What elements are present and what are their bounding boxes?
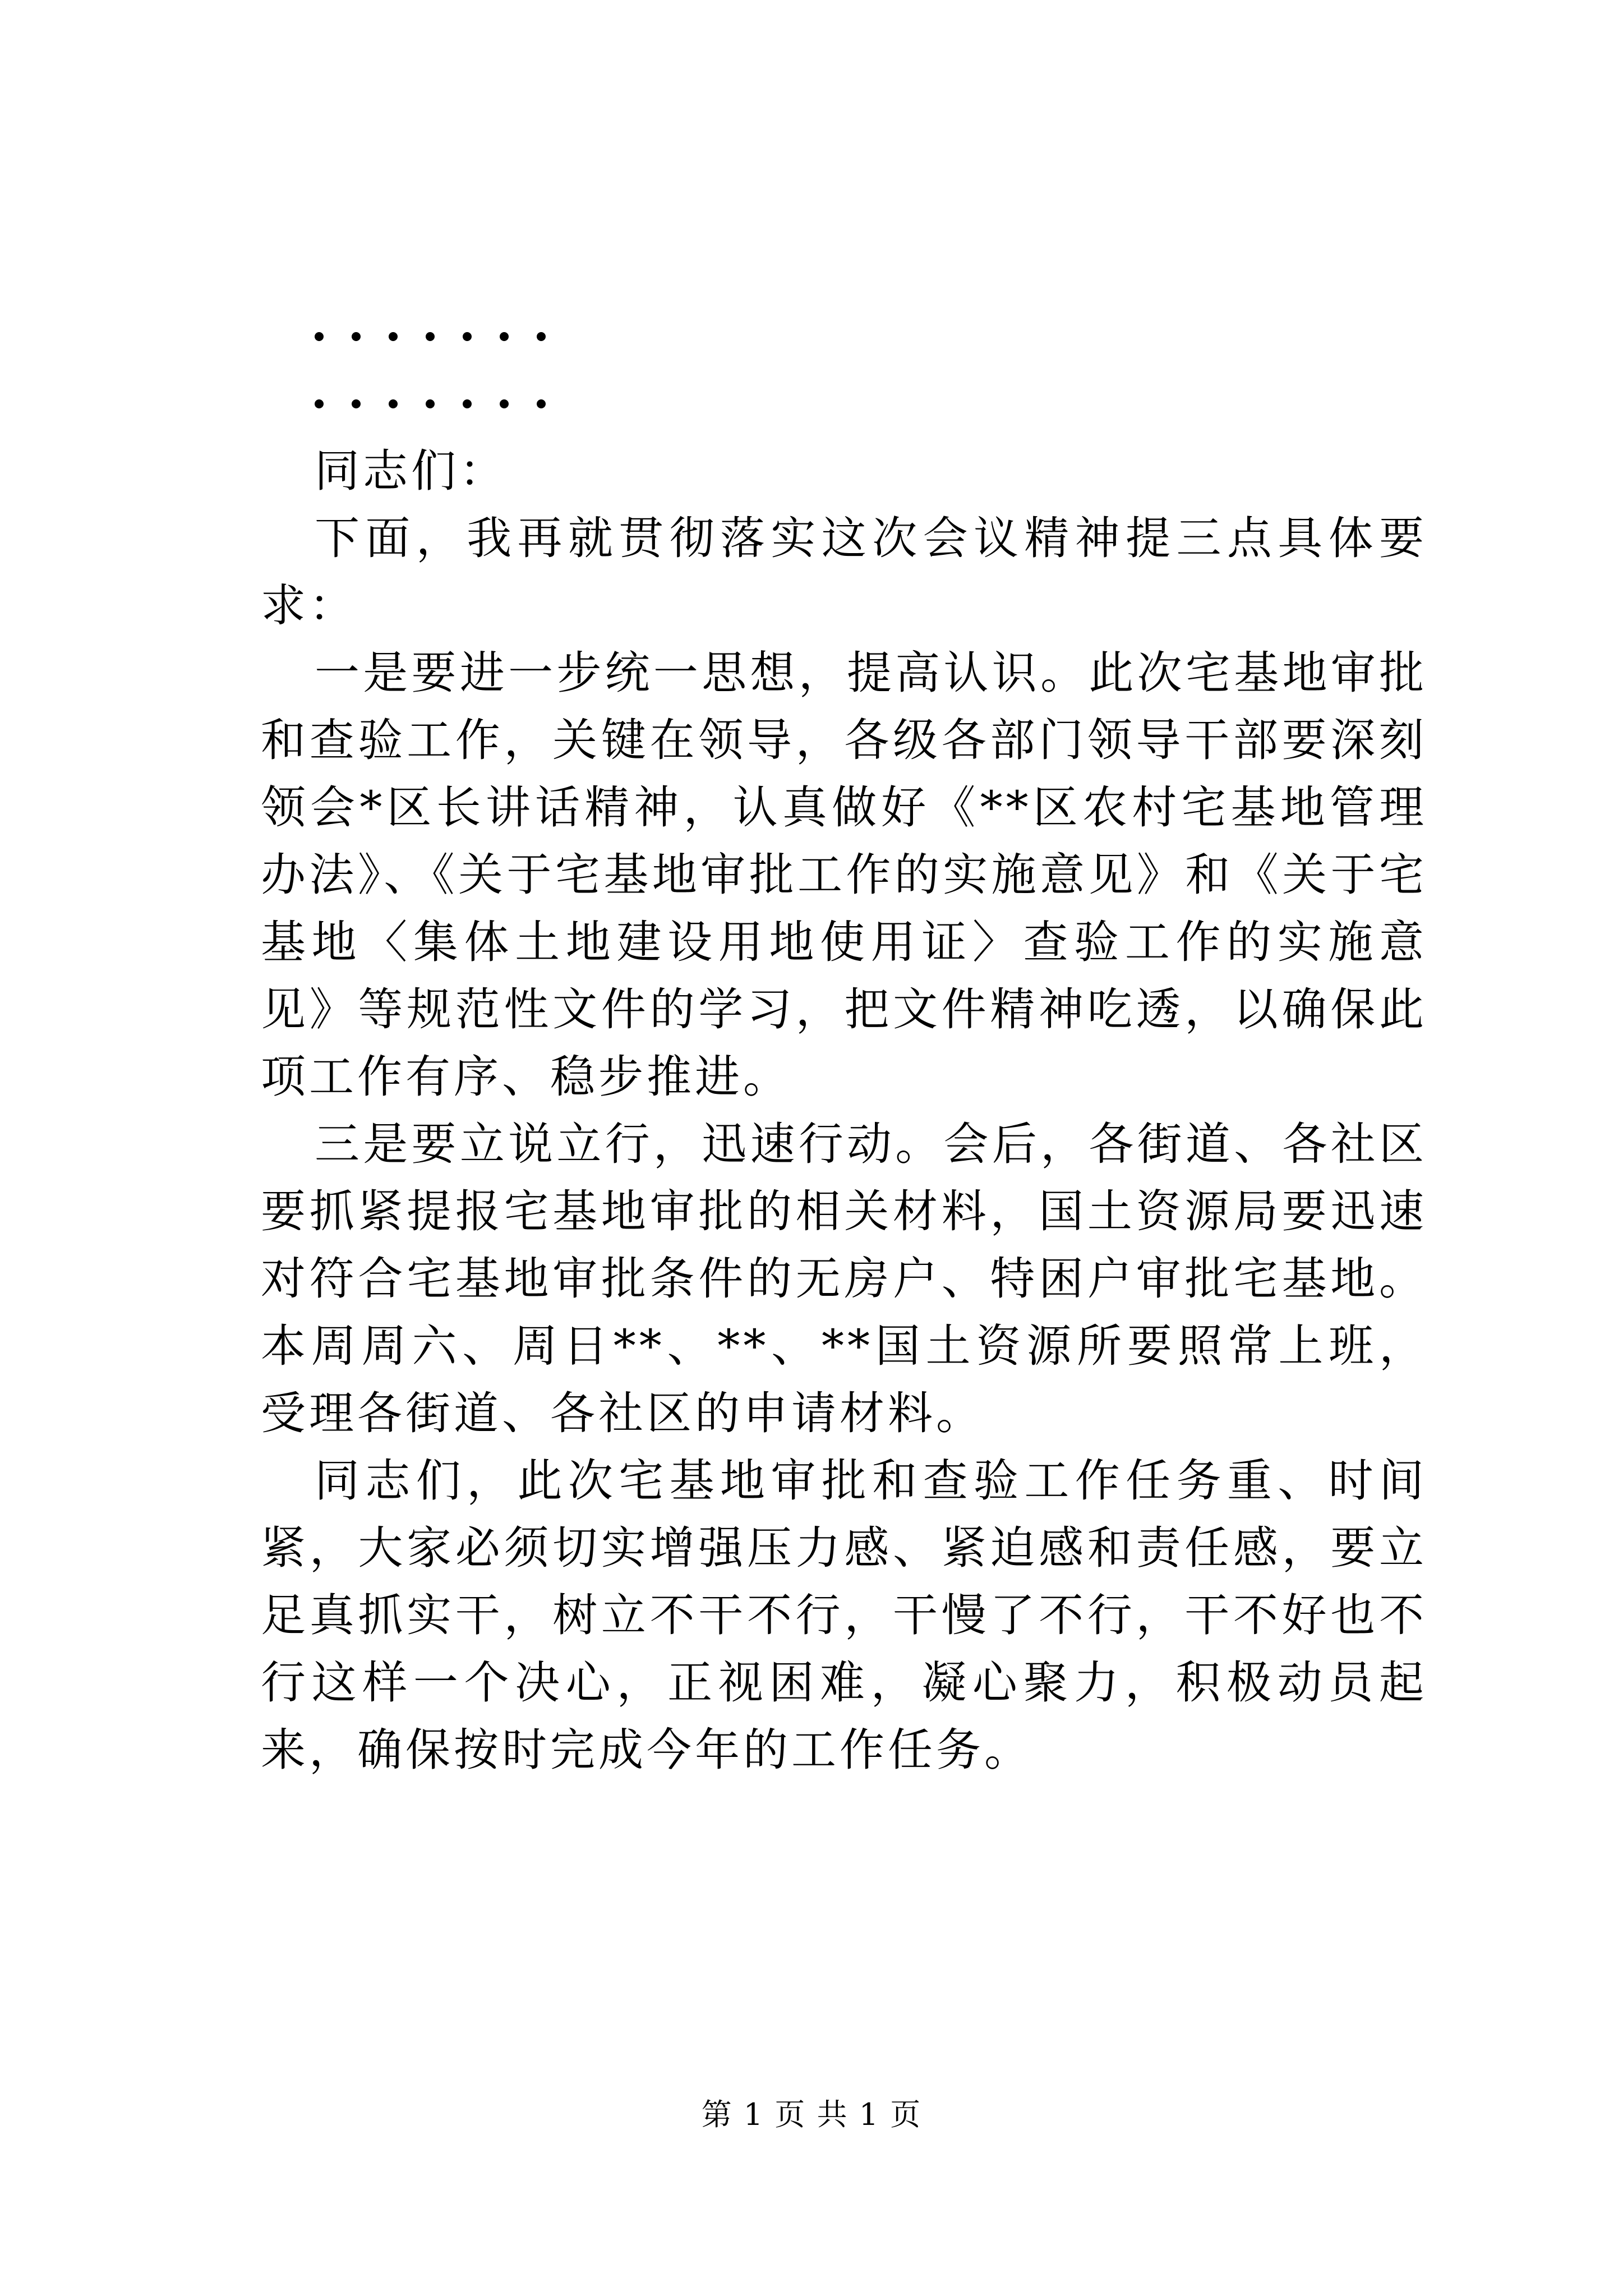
page-footer: 第 1 页 共 1 页 [701,2097,922,2132]
ellipsis-line-2 [261,370,1427,438]
point-one-paragraph: 一是要进一步统一思想，提高认识。此次宅基地审批和查验工作，关键在领导，各级各部门领导干部要深刻领会*区长讲话精神，认真做好《**区农村宅基地管理办法》、《关于宅基地审批工作的实施意见》和《关于宅基地〈集体土地建设用地使用证〉查验工作的实施意见》等规范性文件的学习，把文件精神吃透，以确保此项工作有序、稳步推进。 [261,647,1427,1103]
document-body [261,303,1427,1784]
intro-paragraph: 下面，我再就贯彻落实这次会议精神提三点具体要求： [261,512,1427,632]
closing-paragraph: 同志们，此次宅基地审批和查验工作任务重、时间紧，大家必须切实增强压力感、紧迫感和责任感，要立足真抓实干，树立不干不行，干慢了不行，干不好也不行这样一个决心，正视困难，凝心聚力，积极动员起来，确保按时完成今年的工作任务。 [261,1455,1427,1776]
salutation: 同志们： [315,445,508,497]
point-three-paragraph: 三是要立说立行，迅速行动。会后，各街道、各社区要抓紧提报宅基地审批的相关材料，国土资源局要迅速对符合宅基地审批条件的无房户、特困户审批宅基地。本周周六、周日**、**、**国土资源所要照常上班，受理各街道、各社区的申请材料。 [261,1118,1427,1439]
ellipsis-line-1 [261,303,1427,370]
